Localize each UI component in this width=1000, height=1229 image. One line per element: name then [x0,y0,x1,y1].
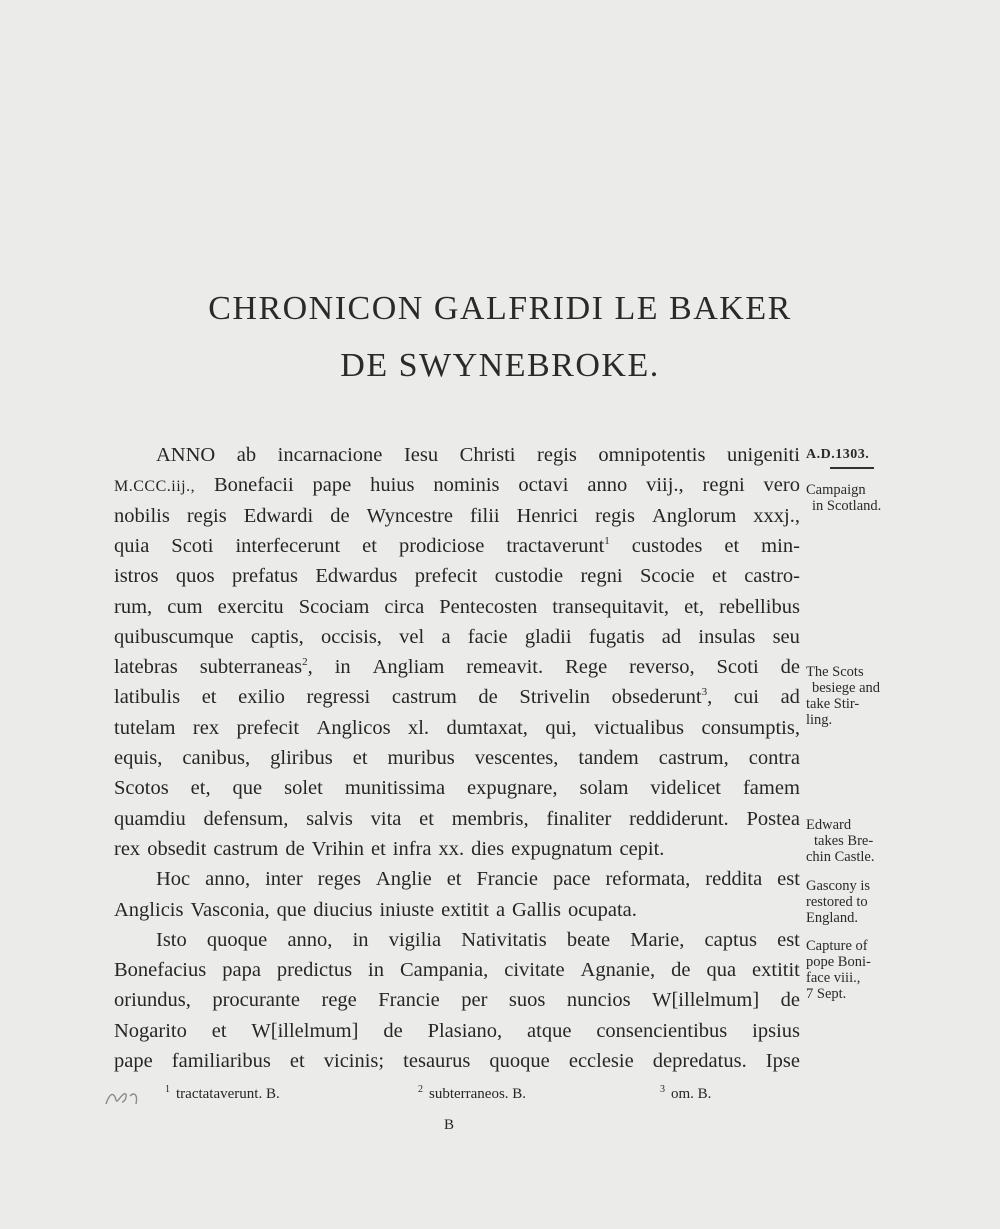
footnote-number: 3 [660,1084,665,1095]
marginal-year: A.D.1303. [806,447,870,462]
marginal-note-line: England. [806,910,858,926]
marginal-note-line: pope Boni- [806,954,871,970]
body-line: quibuscumque captis, occisis, vel a facie gladii fugatis ad insulas seu [114,625,800,648]
body-line: quia Scoti interfecerunt et prodiciose tractaverunt$^1$ custodes et min- [114,534,800,557]
marginal-note-campaign [806,482,898,514]
body-line: ANNO ab incarnacione Iesu Christi regis omnipotentis unigeniti [156,444,800,466]
marginal-note-line: take Stir- [806,696,860,712]
body-line: pape familiaribus et vicinis; tesaurus quoque ecclesie depredatus. Ipse [114,1050,800,1072]
marginal-note-line: in Scotland. [812,498,882,514]
marginal-note-line: The Scots [806,664,864,680]
marginal-note-gascony [806,878,898,926]
signature-mark: B [444,1117,455,1133]
body-line: latibulis et exilio regressi castrum de Strivelin obsederunt$^3$, cui ad [114,686,800,709]
body-line: oriundus, procurante rege Francie per suos nuncios W[illelmum] de [114,989,800,1012]
footnote-text: subterraneos. B. [429,1086,527,1102]
marginal-note-line: ling. [806,712,833,728]
body-line: istros quos prefatus Edwardus prefecit custodie regni Scocie et castro- [114,565,800,588]
body-line: Hoc anno, inter reges Anglie et Francie pace reformata, reddita est [156,868,800,891]
marginal-note-line: face viii., [806,970,861,986]
footnote-2 [418,1086,526,1103]
body-line: M.CCC.iij., Bonefacii pape huius nominis octavi anno viij., regni vero [114,474,800,497]
body-line: latebras subterraneas$^2$, in Angliam remeavit. Rege reverso, Scoti de [114,656,800,679]
marginal-note-line: chin Castle. [806,849,875,865]
footnote-text: tractataverunt. B. [176,1086,280,1102]
marginal-note-line: Gascony is [806,878,871,894]
body-line: equis, canibus, gliribus et muribus vescentes, tandem castrum, contra [114,747,800,769]
footnote-text: om. B. [671,1086,712,1102]
marginal-note-line: Edward [806,817,852,833]
body-line: quamdiu defensum, salvis vita et membris, finaliter reddiderunt. Postea [114,807,800,830]
marginal-note-line: takes Bre- [814,833,874,849]
marginal-note-stirling [806,664,898,728]
body-line: nobilis regis Edwardi de Wyncestre filii Henrici regis Anglorum xxxj., [114,504,800,527]
marginal-note-brechin [806,817,898,865]
marginal-note-line: 7 Sept. [806,986,847,1002]
body-line: Bonefacius papa predictus in Campania, civitate Agnanie, de qua extitit [114,959,800,982]
body-line: tutelam rex prefecit Anglicos xl. dumtaxat, qui, victualibus consumptis, [114,716,800,739]
body-line: rum, cum exercitu Scociam circa Pentecosten transequitavit, et, rebellibus [114,595,800,618]
marginal-note-line: Capture of [806,938,868,954]
chronicle-title-line-2: DE SWYNEBROKE. [340,347,660,384]
footnote-1 [165,1086,280,1103]
footnote-3 [660,1086,711,1103]
footnote-number: 1 [165,1084,170,1095]
body-line: Nogarito et W[illelmum] de Plasiano, atque consencientibus ipsius [114,1019,800,1042]
body-line: Isto quoque anno, in vigilia Nativitatis beate Marie, captus est [156,928,800,951]
pencil-mark-icon [104,1088,148,1108]
marginal-rule [830,467,874,469]
marginal-note-line: Campaign [806,482,866,498]
body-line: rex obsedit castrum de Vrihin et infra xx. dies expugnatum cepit. [114,837,665,860]
chronicle-title-line-1: CHRONICON GALFRIDI LE BAKER [208,290,792,327]
body-line: Anglicis Vasconia, que diucius iniuste extitit a Gallis ocupata. [114,898,637,921]
body-line: Scotos et, que solet munitissima expugnare, solam videlicet famem [114,777,800,800]
footnote-number: 2 [418,1084,423,1095]
marginal-note-line: restored to [806,894,868,910]
marginal-note-line: besiege and [812,680,881,696]
marginal-note-boniface [806,938,898,1002]
